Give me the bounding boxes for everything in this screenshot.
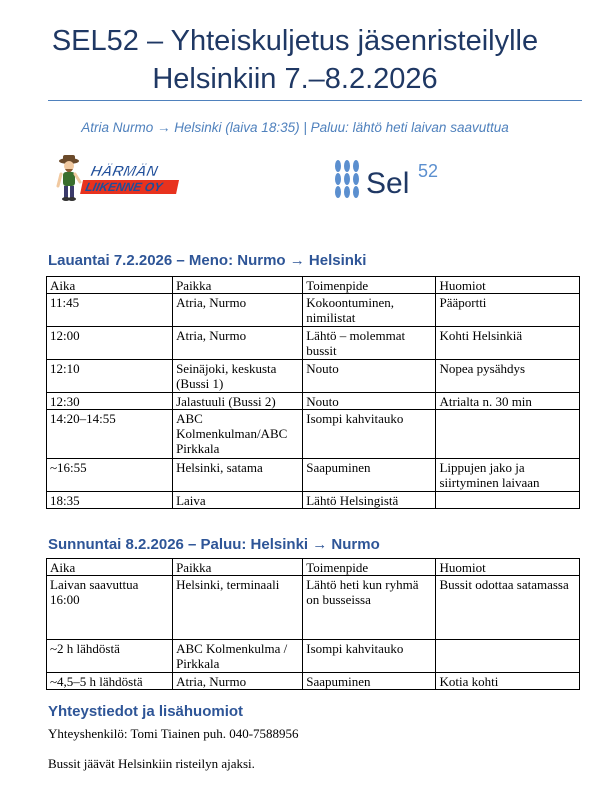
table-row (47, 360, 580, 393)
cell-aika: ~2 h lähdöstä (47, 640, 173, 673)
cell-paikka: ABC Kolmenkulma / Pirkkala (173, 640, 303, 673)
harman-logo-line2: LIIKENNE OY (84, 180, 164, 194)
cell-aika: 18:35 (47, 492, 173, 509)
cell-aika: ~4,5–5 h lähdöstä (47, 673, 173, 690)
cell-huomiot: Pääportti (436, 294, 580, 327)
page-subtitle: Atria Nurmo → Helsinki (laiva 18:35) | Paluu: lähtö heti laivan saavuttua (81, 120, 509, 135)
cell-aika: ~16:55 (47, 459, 173, 492)
sel-logo-number: 52 (418, 161, 439, 181)
cell-toimenpide: Lähtö heti kun ryhmä on busseissa (303, 576, 436, 640)
cell-huomiot: Kotia kohti (436, 673, 580, 690)
table-header-row (47, 277, 580, 294)
harman-logo-line1: HÄRMÄN (89, 163, 160, 180)
outbound-schedule-table (46, 276, 580, 509)
table-row (47, 410, 580, 459)
header-huomiot: Huomiot (436, 277, 580, 294)
sel52-logo (330, 152, 460, 204)
harman-liikenne-logo (55, 152, 185, 204)
title-divider (48, 100, 582, 101)
table-row (47, 640, 580, 673)
cell-paikka: Helsinki, satama (173, 459, 303, 492)
cell-toimenpide: Isompi kahvitauko (303, 410, 436, 459)
cell-toimenpide: Saapuminen (303, 459, 436, 492)
contact-heading: Yhteystiedot ja lisähuomiot (48, 703, 244, 720)
cell-huomiot (436, 410, 580, 459)
cell-aika: 12:10 (47, 360, 173, 393)
cell-paikka: Jalastuuli (Bussi 2) (173, 393, 303, 410)
cell-paikka: Helsinki, terminaali (173, 576, 303, 640)
cell-huomiot (436, 640, 580, 673)
bus-note: Bussit jäävät Helsinkiin risteilyn ajaksi. (48, 756, 255, 771)
cell-huomiot: Bussit odottaa satamassa (436, 576, 580, 640)
table-row (47, 393, 580, 410)
header-toimenpide: Toimenpide (303, 559, 436, 576)
cell-aika: 12:30 (47, 393, 173, 410)
cell-paikka: Atria, Nurmo (173, 294, 303, 327)
cell-paikka: ABC Kolmenkulman/ABC Pirkkala (173, 410, 303, 459)
return-heading: Sunnuntai 8.2.2026 – Paluu: Helsinki → Nurmo (48, 536, 380, 553)
cell-toimenpide: Isompi kahvitauko (303, 640, 436, 673)
cell-toimenpide: Nouto (303, 360, 436, 393)
header-huomiot: Huomiot (436, 559, 580, 576)
table-row (47, 327, 580, 360)
table-row (47, 459, 580, 492)
cell-aika: Laivan saavuttua 16:00 (47, 576, 173, 640)
table-row (47, 294, 580, 327)
cell-toimenpide: Lähtö – molemmat bussit (303, 327, 436, 360)
header-aika: Aika (47, 559, 173, 576)
wheat-ears-icon (335, 160, 359, 198)
cell-huomiot: Nopea pysähdys (436, 360, 580, 393)
cell-aika: 12:00 (47, 327, 173, 360)
cell-paikka: Laiva (173, 492, 303, 509)
cell-aika: 14:20–14:55 (47, 410, 173, 459)
return-schedule-table (46, 558, 580, 690)
cell-huomiot: Kohti Helsinkiä (436, 327, 580, 360)
cell-toimenpide: Saapuminen (303, 673, 436, 690)
cell-toimenpide: Lähtö Helsingistä (303, 492, 436, 509)
header-aika: Aika (47, 277, 173, 294)
cell-paikka: Atria, Nurmo (173, 673, 303, 690)
outbound-heading: Lauantai 7.2.2026 – Meno: Nurmo → Helsinki (48, 252, 367, 269)
cell-huomiot: Lippujen jako ja siirtyminen laivaan (436, 459, 580, 492)
table-row (47, 492, 580, 509)
cell-paikka: Seinäjoki, keskusta (Bussi 1) (173, 360, 303, 393)
cell-toimenpide: Nouto (303, 393, 436, 410)
table-header-row (47, 559, 580, 576)
page-title-line-2: Helsinkiin 7.–8.2.2026 (152, 63, 438, 95)
header-toimenpide: Toimenpide (303, 277, 436, 294)
contact-person: Yhteyshenkilö: Tomi Tiainen puh. 040-7588956 (48, 726, 299, 741)
mascot-figure-icon (58, 155, 80, 201)
cell-huomiot (436, 492, 580, 509)
table-row (47, 576, 580, 640)
cell-aika: 11:45 (47, 294, 173, 327)
header-paikka: Paikka (173, 277, 303, 294)
page-title-line-1: SEL52 – Yhteiskuljetus jäsenristeilylle (51, 25, 539, 57)
sel-logo-text: Sel (366, 167, 410, 200)
header-paikka: Paikka (173, 559, 303, 576)
table-row (47, 673, 580, 690)
cell-huomiot: Atrialta n. 30 min (436, 393, 580, 410)
cell-toimenpide: Kokoontuminen, nimilistat (303, 294, 436, 327)
cell-paikka: Atria, Nurmo (173, 327, 303, 360)
